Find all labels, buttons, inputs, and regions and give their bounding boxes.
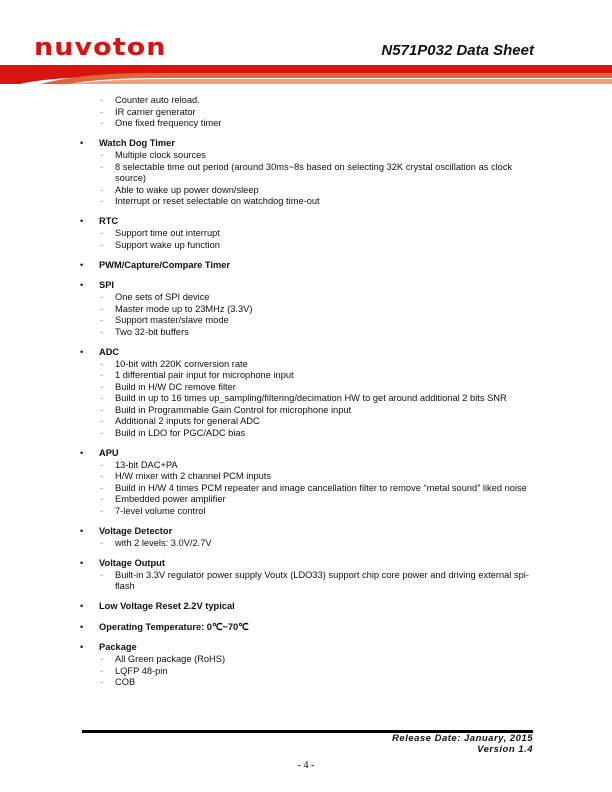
version: Version 1.4 <box>477 744 533 755</box>
item-text: Embedded power amplifier <box>115 494 226 504</box>
dash-icon: - <box>100 196 104 206</box>
section-heading <box>80 641 540 654</box>
item-text: Counter auto reload. <box>115 95 200 105</box>
feature-section <box>80 215 540 251</box>
feature-section <box>80 600 540 613</box>
section-heading <box>80 137 540 150</box>
list-item <box>80 95 540 107</box>
document-title: N571P032 Data Sheet <box>381 42 534 59</box>
section-title: Voltage Output <box>99 557 165 568</box>
list-item <box>80 654 540 666</box>
dash-icon: - <box>100 459 104 470</box>
dash-icon: - <box>100 569 104 580</box>
feature-section <box>80 137 540 208</box>
list-item <box>80 240 540 252</box>
list-item <box>80 292 540 304</box>
list-item <box>80 538 540 550</box>
item-text: Support wake up function <box>115 239 220 250</box>
list-item <box>80 570 540 593</box>
bullet-icon: • <box>80 642 84 652</box>
item-text: Support time out interrupt <box>115 228 220 238</box>
item-text: 7-level volume control <box>115 505 206 516</box>
dash-icon: - <box>100 292 104 302</box>
dash-icon: - <box>100 358 104 369</box>
list-item <box>80 677 540 689</box>
list-item <box>80 185 540 197</box>
page-number: - 4 - <box>297 760 315 771</box>
item-text: Multiple clock sources <box>115 150 206 160</box>
dash-icon: - <box>100 404 104 415</box>
dash-icon: - <box>100 184 104 195</box>
item-text: IR carrier generator <box>115 106 196 117</box>
bullet-icon: • <box>80 280 84 290</box>
list-item <box>80 107 540 119</box>
item-text: Able to wake up power down/sleep <box>115 184 259 195</box>
list-item <box>80 471 540 483</box>
dash-icon: - <box>100 471 104 481</box>
bullet-icon: • <box>80 447 84 458</box>
list-item <box>80 196 540 208</box>
dash-icon: - <box>100 537 104 548</box>
bullet-icon: • <box>80 621 84 632</box>
item-text: 1 differential pair input for microphone input <box>115 370 294 380</box>
item-text: COB <box>115 677 136 687</box>
item-text: Interrupt or reset selectable on watchdog time-out <box>115 196 320 206</box>
item-text: Build in Programmable Gain Control for microphone input <box>115 404 352 415</box>
dash-icon: - <box>100 677 104 687</box>
section-title: Voltage Detector <box>99 525 173 536</box>
section-title: Low Voltage Reset 2.2V typical <box>99 601 235 611</box>
item-text: with 2 levels: 3.0V/2.7V <box>115 537 212 548</box>
list-item <box>80 304 540 316</box>
dash-icon: - <box>100 228 104 238</box>
dash-icon: - <box>100 315 104 325</box>
feature-section <box>80 621 540 634</box>
nuvoton-logo: nuvoton <box>34 33 167 61</box>
feature-section <box>80 95 540 130</box>
section-heading <box>80 279 540 292</box>
bullet-icon: • <box>80 525 84 536</box>
dash-icon: - <box>100 370 104 380</box>
item-text: Support master/slave mode <box>115 315 229 325</box>
section-heading <box>80 557 540 570</box>
section-title: Operating Temperature: 0℃~70℃ <box>99 621 249 632</box>
feature-section <box>80 641 540 689</box>
dash-icon: - <box>100 494 104 504</box>
list-item <box>80 483 540 495</box>
item-text: Build in H/W DC remove filter <box>115 381 236 392</box>
item-text: One sets of SPI device <box>115 292 210 302</box>
dash-icon: - <box>100 161 104 172</box>
bullet-icon: • <box>80 138 84 148</box>
feature-section <box>80 259 540 272</box>
item-text: 8 selectable time out period (around 30ms~8s based on selecting 32K crystal oscillation as clock source) <box>115 161 513 183</box>
release-date: Release Date: January, 2015 <box>392 733 533 744</box>
item-text: 13-bit DAC+PA <box>115 459 178 470</box>
section-heading <box>80 525 540 538</box>
dash-icon: - <box>100 381 104 392</box>
item-text: Additional 2 inputs for general ADC <box>115 416 260 426</box>
list-item <box>80 315 540 327</box>
section-title: ADC <box>99 346 120 357</box>
list-item <box>80 162 540 185</box>
feature-section <box>80 447 540 518</box>
section-heading <box>80 346 540 359</box>
dash-icon: - <box>100 654 104 664</box>
bullet-icon: • <box>80 601 84 611</box>
section-title: Watch Dog Timer <box>99 138 175 148</box>
item-text: H/W mixer with 2 channel PCM inputs <box>115 471 272 481</box>
list-item <box>80 460 540 472</box>
item-text: LQFP 48-pin <box>115 665 168 676</box>
bullet-icon: • <box>80 216 84 226</box>
list-item <box>80 393 540 405</box>
list-item <box>80 382 540 394</box>
list-item <box>80 327 540 339</box>
item-text: Build in up to 16 times up_sampling/filtering/decimation HW to get around additional 2 bits SNR <box>115 393 507 403</box>
dash-icon: - <box>100 393 104 403</box>
section-title: PWM/Capture/Compare Timer <box>99 259 231 270</box>
item-text: Built-in 3.3V regulator power supply Voutx (LDO33) support chip core power and driving external spi-flash <box>115 569 529 591</box>
list-item <box>80 370 540 382</box>
bullet-icon: • <box>80 259 84 270</box>
bullet-icon: • <box>80 557 84 568</box>
dash-icon: - <box>100 118 104 128</box>
dash-icon: - <box>100 427 104 438</box>
dash-icon: - <box>100 303 104 314</box>
section-heading <box>80 621 540 634</box>
item-text: Build in H/W 4 times PCM repeater and image cancellation filter to remove “metal sound” liked noise <box>115 482 527 493</box>
section-heading <box>80 447 540 460</box>
section-title: SPI <box>99 280 114 290</box>
item-text: Build in LDO for PGC/ADC bias <box>115 427 246 438</box>
feature-section <box>80 525 540 550</box>
dash-icon: - <box>100 326 104 337</box>
list-item <box>80 666 540 678</box>
list-item <box>80 494 540 506</box>
list-item <box>80 118 540 130</box>
list-item <box>80 150 540 162</box>
feature-section <box>80 557 540 593</box>
feature-section <box>80 279 540 338</box>
item-text: All Green package (RoHS) <box>115 654 226 664</box>
list-item <box>80 506 540 518</box>
bullet-icon: • <box>80 346 84 357</box>
item-text: Two 32-bit buffers <box>115 326 189 337</box>
section-title: RTC <box>99 216 119 226</box>
item-text: 10-bit with 220K conversion rate <box>115 358 248 369</box>
list-item <box>80 405 540 417</box>
header-band <box>0 65 612 84</box>
section-title: Package <box>99 642 137 652</box>
dash-icon: - <box>100 482 104 493</box>
dash-icon: - <box>100 505 104 516</box>
section-title: APU <box>99 447 119 458</box>
feature-section <box>80 346 540 440</box>
section-heading <box>80 215 540 228</box>
item-text: One fixed frequency timer <box>115 118 222 128</box>
section-heading <box>80 259 540 272</box>
dash-icon: - <box>100 150 104 160</box>
dash-icon: - <box>100 239 104 250</box>
list-item <box>80 228 540 240</box>
feature-list <box>80 95 540 689</box>
section-heading <box>80 600 540 613</box>
dash-icon: - <box>100 416 104 426</box>
item-text: Master mode up to 23MHz (3.3V) <box>115 303 253 314</box>
dash-icon: - <box>100 95 104 105</box>
list-item <box>80 416 540 428</box>
dash-icon: - <box>100 665 104 676</box>
dash-icon: - <box>100 106 104 117</box>
list-item <box>80 428 540 440</box>
list-item <box>80 359 540 371</box>
